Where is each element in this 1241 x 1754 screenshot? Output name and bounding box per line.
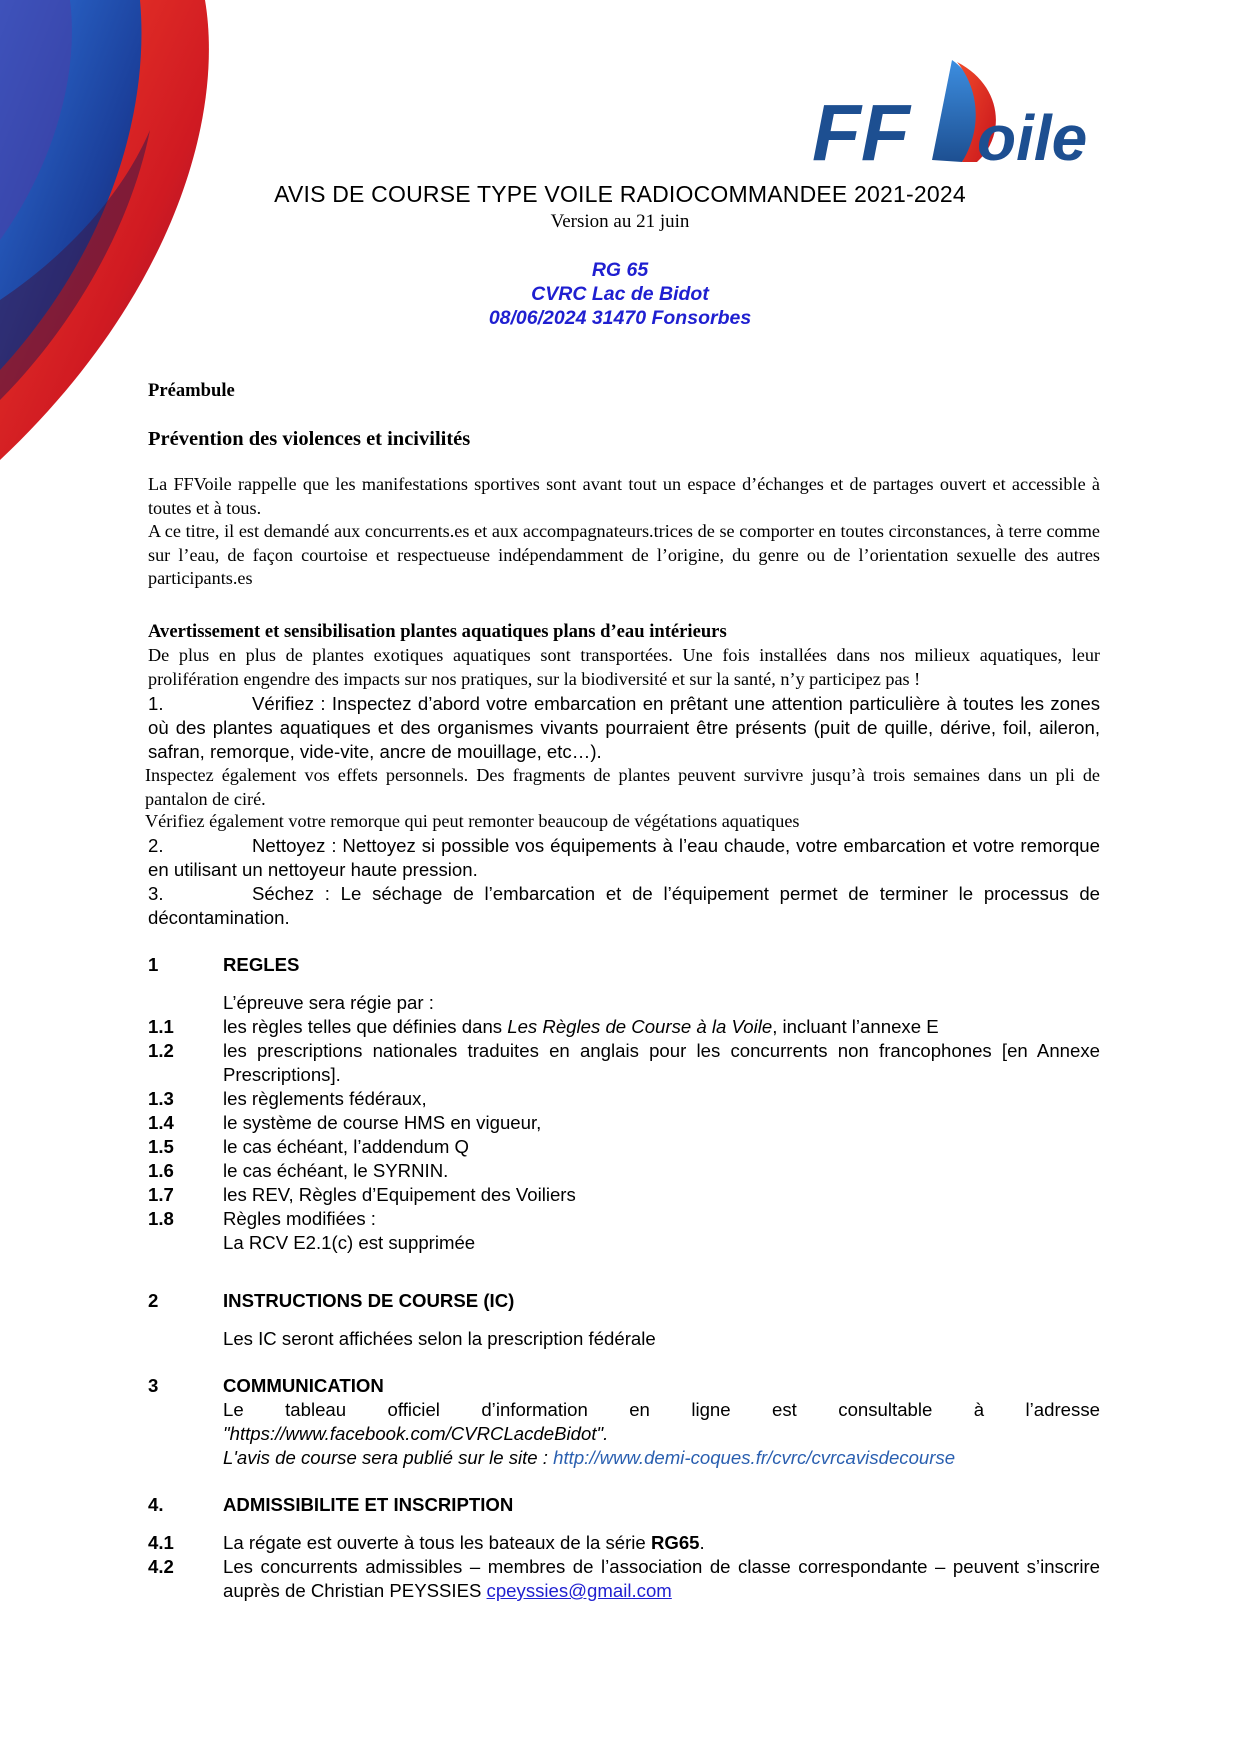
communication-word: tableau [285, 1399, 347, 1420]
event-date-place: 08/06/2024 31470 Fonsorbes [488, 307, 752, 329]
document-title: AVIS DE COURSE TYPE VOILE RADIOCOMMANDEE 2021-2024 [274, 181, 966, 207]
communication-word: l’adresse [1025, 1399, 1100, 1420]
communication-word: à [973, 1399, 985, 1420]
step-dry [148, 882, 1100, 930]
communication-word: Le [223, 1399, 244, 1420]
violence-paragraph-2: A ce titre, il est demandé aux concurrents.es et aux accompagnateurs.trices de se comporter en toutes circonstances, à terre comme sur l’eau, de façon courtoise et respectueuse indépendamment de l’origine, du genre ou de l’orientation sexuelle des autres participants.es [148, 521, 1100, 589]
plants-paragraph: De plus en plus de plantes exotiques aquatiques sont transportées. Une fois installées dans nos milieux aquatiques, leur prolifération engendre des impacts sur nos pratiques, sur la biodiversité et sur la santé, n’y participez pas ! [148, 645, 1100, 689]
email-link[interactable]: cpeyssies@gmail.com [486, 1580, 672, 1601]
step-verify [148, 692, 1100, 764]
communication-word: en [629, 1399, 650, 1420]
event-club: CVRC Lac de Bidot [531, 283, 709, 305]
step-text: Vérifiez : Inspectez d’abord votre embarcation en prêtant une attention particulière à toutes les zones où des plantes aquatiques et des organismes vivants pourraient être présents (puit de quille, dérive, foil, aileron, safran, remorque, vide-vite, ancre de mouillage, etc…). [148, 693, 1100, 762]
step-number: 3. [148, 883, 164, 904]
step-verify-extra-2: Vérifiez également votre remorque qui peut remonter beaucoup de végétations aquatiques [145, 811, 800, 831]
event-info [150, 258, 1090, 330]
step-number: 1. [148, 693, 164, 714]
version-line: Version au 21 juin [550, 211, 690, 232]
svg-text:oile: oile [977, 102, 1088, 174]
event-class: RG 65 [591, 259, 649, 281]
step-text: Séchez : Le séchage de l’embarcation et de l’équipement permet de terminer le processus de décontamination. [148, 883, 1100, 928]
communication-word: consultable [838, 1399, 933, 1420]
communication-word: est [772, 1399, 797, 1420]
step-number: 2. [148, 835, 164, 856]
step-text: Nettoyez : Nettoyez si possible vos équipements à l’eau chaude, votre embarcation et votre remorque en utilisant un nettoyeur haute pression. [148, 835, 1100, 880]
ffvoile-logo [812, 50, 1142, 180]
preamble-heading: Préambule [148, 380, 235, 401]
svg-text:FF: FF [812, 88, 910, 177]
website-link[interactable]: http://www.demi-coques.fr/cvrc/cvrcavisdecourse [553, 1447, 956, 1468]
step-verify-extra-1: Inspectez également vos effets personnels. Des fragments de plantes peuvent survivre jusqu’à trois semaines dans un pli de pantalon de ciré. [145, 765, 1100, 809]
plants-heading: Avertissement et sensibilisation plantes aquatiques plans d’eau intérieurs [148, 621, 727, 642]
violence-paragraph-1: La FFVoile rappelle que les manifestations sportives sont avant tout un espace d’échanges et de partages ouvert et accessible à toutes et à tous. [148, 474, 1100, 518]
communication-word: officiel [387, 1399, 440, 1420]
document-page: FF oile AVIS DE COURSE TYPE VOILE RADIOCOMMANDEE 2021-2024 Version au 21 juin RG 65 CVRC Lac de Bidot 08/06/2024 31470 Fonsorbes Préambule Prévention des violences et incivilités La FFVoile rappelle que les manifestations sportives sont avant tout un espace d’échanges et de partages ouvert et accessible à toutes et à tous. A ce titre, il est demandé aux concurrents.es et aux accompagnateurs.trices de se comporter en toutes circonstances, à terre comme sur l’eau, de façon courtoise et respectueuse indépendamment de l’origine, du genre ou de l’orientation sexuelle des autres participants.es Avertissement et sensibilisation plantes aquatiques plans d’eau intérieurs De plus en plus de plantes exotiques aquatiques sont transportées. Une fois installées dans nos milieux aquatiques, leur prolifération engendre des impacts sur nos pratiques, sur la biodiversité et sur la santé, n’y participez pas ! 1. Vérifiez : Inspectez d’abord votre embarcation en prêtant une attention particulière à toutes les zones où des plantes aquatiques et des organismes vivants pourraient être présents (puit de quille, dérive, foil, aileron, safran, remorque, vide-vite, ancre de mouillage, etc…). Inspectez également vos effets personnels. Des fragments de plantes peuvent survivre jusqu’à trois semaines dans un pli de pantalon de ciré. Vérifiez également votre remorque qui peut remonter beaucoup de végétations aquatiques 2. Nettoyez : Nettoyez si possible vos équipements à l’eau chaude, votre embarcation et votre remorque en utilisant un nettoyeur haute pression. 3. Séchez : Le séchage de l’embarcation et de l’équipement permet de terminer le processus de décontamination. 1 REGLES L’épreuve sera régie par : 1.1 les règles telles que définies dans Les Règles de Course à la Voile, incluant l’annexe E 1.2 les prescriptions nationales traduites en anglais pour les concurrents non francophones [en Annexe Prescriptions]. 1.3 les règlements fédéraux, 1.4 le système de course HMS en vigueur, 1.5 le cas échéant, l’addendum Q 1.6 le cas échéant, le SYRNIN. 1.7 les REV, Règles d’Equipement des Voiliers 1.8 Règles modifiées : La RCV E2.1(c) est supprimée 2 INSTRUCTIONS DE COURSE (IC) Les IC seront affichées selon la prescription fédérale 3 COMMUNICATION Le tableau officiel d’information en ligne est consultable à l’adresse "https://www.facebook.com/CVRCLacdeBidot". L'avis de course sera publié sur le site : http://www.demi-coques.fr/cvrc/cvrcavisdecourse 4. ADMISSIBILITE ET INSCRIPTION 4.1 La régate est ouverte à tous les bateaux de la série RG65. 4.2 Les concurrents admissibles – membres de l’association de classe correspondante – peuvent s’inscrire auprès de Christian PEYSSIES cpeyssies@gmail.com [0, 0, 1241, 1754]
violence-heading: Prévention des violences et incivilités [148, 428, 471, 450]
communication-word: d’information [481, 1399, 588, 1420]
communication-word: ligne [691, 1399, 731, 1420]
step-clean [148, 834, 1100, 882]
